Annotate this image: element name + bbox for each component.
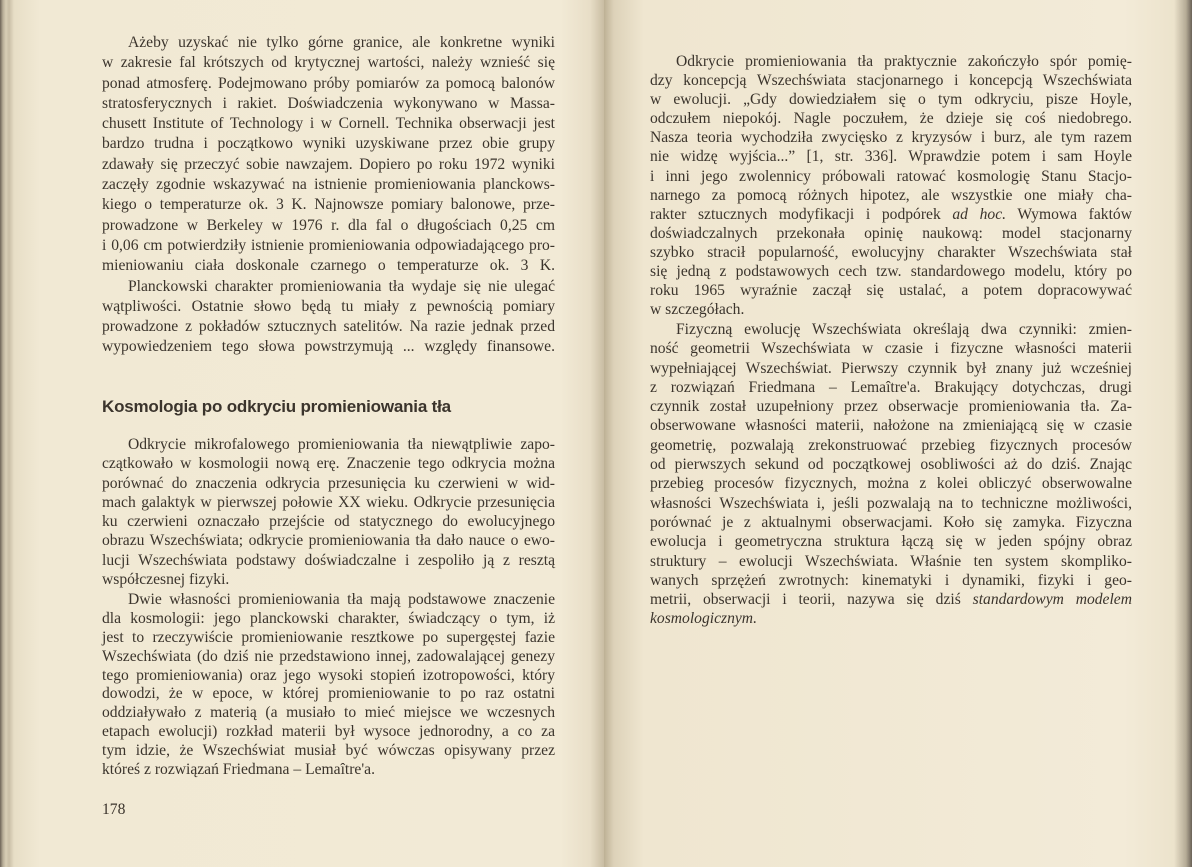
text-line: oddziaływało z materią (a musiało to mieć miejsce we wczesnych (102, 704, 555, 722)
text-line: w ewolucji. „Gdy dowiedziałem się o tym odkryciu, pisze Hoyle, (650, 91, 1132, 109)
text-line: mieniowaniu ciała doskonale czarnego o temperaturze ok. 3 K. (102, 257, 555, 275)
text-line: Nasza teoria wychodziła zwycięsko z kryzysów i burz, ale tym razem (650, 129, 1132, 147)
text-segment: metrii, obserwacji i teorii, nazywa się dziś (650, 591, 973, 609)
text-line: obrazu Wszechświata; odkrycie promieniowania tła dało nauce o ewo- (102, 532, 555, 550)
text-line: ku czerwieni oznaczało przejście od statycznego do ewolucyjnego (102, 513, 555, 531)
text-line: Wszechświata (do dziś nie przedstawiono innej, zadowalającej genezy (102, 647, 555, 665)
text-line: Fizyczną ewolucję Wszechświata określają dwa czynniki: zmien- (676, 321, 1132, 338)
text-line: własności Wszechświata i, jeśli pozwalają na to techniczne możliwości, (650, 494, 1132, 512)
text-line: dowodzi, że w epoce, w której promieniowanie to po raz ostatni (102, 685, 555, 703)
text-line: Odkrycie mikrofalowego promieniowania tła niewątpliwie zapo- (128, 436, 555, 453)
text-line: Planckowski charakter promieniowania tła wydaje się nie ulegać (128, 277, 555, 295)
text-line: szybko stracił popularność, ewolucyjny charakter Wszechświata stał (650, 243, 1132, 261)
text-line: nie widzę wyjścia...” [1, str. 336]. Wprawdzie potem i sam Hoyle (650, 148, 1132, 166)
text-line: jest to rzeczywiście promieniowanie resztkowe po supergęstej fazie (102, 628, 555, 646)
text-line: porównać je z aktualnymi obserwacjami. Koło się zamyka. Fizyczna (650, 513, 1132, 531)
right-page (604, 0, 1192, 867)
paragraph-block (102, 33, 555, 358)
text-line: Ażeby uzyskać nie tylko górne granice, ale konkretne wyniki (128, 34, 555, 51)
text-line: ność geometrii Wszechświata w czasie i fizyczne własności materii (650, 340, 1132, 358)
text-line: narnego za pomocą różnych hipotez, ale wszystkie one miały cha- (650, 186, 1132, 204)
text-line: stratosferycznych i rakiet. Doświadczenia wykonywano w Massa- (102, 94, 555, 112)
text-line: geometrię, pozwalają zrekonstruować przebieg fizycznych procesów (650, 436, 1132, 454)
page-number: 178 (102, 801, 126, 818)
paragraph-block (650, 52, 1132, 319)
text-line: tym idzie, że Wszechświat musiał być wówczas opisywany przez (102, 742, 555, 760)
text-line: czynnik został uzupełniony przez obserwacje promieniowania tła. Za- (650, 398, 1132, 416)
text-line: w szczegółach. (650, 301, 745, 319)
text-line: ewolucja i geometryczna struktura łączą się w jeden spójny obraz (650, 533, 1132, 551)
text-line: dzy koncepcją Wszechświata stacjonarnego i koncepcją Wszechświata (650, 72, 1132, 90)
text-line: obserwowane własności materii, nałożone na zmieniającą się w czasie (650, 417, 1132, 435)
text-line: współczesnej fizyki. (102, 571, 230, 589)
text-line: roku 1965 wyraźnie zaczął się ustalać, a potem dopracowywać (650, 282, 1132, 300)
text-line: bardzo trudna i początkowo wyniki uzyskiwane przez obie grupy (102, 135, 555, 153)
paragraph-block (102, 591, 555, 780)
paragraph-block (102, 435, 555, 589)
text-line: Dwie własności promieniowania tła mają podstawowe znaczenie (128, 591, 555, 608)
text-line: od pierwszych sekund od początkowej osobliwości aż do dziś. Znając (650, 456, 1132, 474)
text-line: porównać do znaczenia odkrycia przesunięcia ku czerwieni w wid- (102, 474, 555, 492)
text-line: chusett Institute of Technology i w Cornell. Technika obserwacji jest (102, 115, 555, 133)
text-line: dla kosmologii: jego planckowski charakter, świadczący o tym, iż (102, 609, 555, 627)
text-line (650, 590, 1132, 609)
text-line: z rozwiązań Friedmana – Lemaître'a. Brakujący dotychczas, drugi (650, 378, 1132, 396)
text-line: przebieg procesów fizycznych, można z kolei obliczyć obserwowalne (650, 475, 1132, 493)
italic-text: standardowym modelem (972, 591, 1132, 609)
text-line: zaczęły zgodnie wskazywać na istnienie promieniowania planckows- (102, 176, 555, 194)
text-line: i inni jego zwolennicy próbowali ratować kosmologię Stanu Stacjo- (650, 167, 1132, 185)
text-line: któreś z rozwiązań Friedmana – Lemaître'a. (102, 761, 375, 779)
text-line: zdawały się przeczyć sobie nawzajem. Dopiero po roku 1972 wyniki (102, 155, 555, 173)
text-line: prowadzone z pokładów sztucznych satelitów. Na razie jednak przed (102, 318, 555, 336)
text-line: w zakresie fal krótszych od krytycznej wartości, należy wznieść się (102, 54, 555, 72)
text-line: odczułem niepokój. Nagle poczułem, że dzieje się coś niedobrego. (650, 110, 1132, 128)
paragraph-block (650, 320, 1132, 629)
text-line: prowadzone w Berkeley w 1976 r. dla fal o długościach 0,25 cm (102, 216, 555, 234)
text-line: Odkrycie promieniowania tła praktycznie zakończyło spór pomię- (676, 53, 1132, 70)
text-line: wanych sprzężeń zwrotnych: kinematyki i dynamiki, fizyki i geo- (650, 571, 1132, 589)
text-line (650, 205, 1132, 224)
text-line: kiego o temperaturze ok. 3 K. Najnowsze pomiary balonowe, prze- (102, 196, 555, 214)
text-line: tego promieniowania) oraz jego wysoki stopień izotropowości, który (102, 666, 555, 684)
text-segment: Wymowa faktów (1006, 205, 1132, 223)
text-line: doświadczalnych przekonała opinię naukową: model stacjonarny (650, 224, 1132, 242)
text-line: mach galaktyk w pierwszej połowie XX wieku. Odkrycie przesunięcia (102, 493, 555, 511)
text-line: wypowiedzeniem tego słowa powstrzymują ... względy finansowe. (102, 338, 555, 356)
text-line: struktury – ewolucji Wszechświata. Właśnie ten system skompliko- (650, 552, 1132, 570)
text-line: wątpliwości. Ostatnie słowo będą tu miały z pewnością pomiary (102, 297, 555, 315)
italic-text: kosmologicznym. (650, 610, 757, 628)
text-line: lucji Wszechświata podstawy doświadczalne i zespoliło ją z resztą (102, 551, 555, 569)
text-line (650, 609, 1132, 628)
text-line: się jedną z podstawowych cech tzw. standardowego modelu, który po (650, 263, 1132, 281)
text-line: ponad atmosferę. Podejmowano próby pomiarów za pomocą balonów (102, 74, 555, 92)
text-line: etapach ewolucji) rozkład materii był wysoce jednorodny, a co za (102, 723, 555, 741)
text-segment: rakter sztucznych modyfikacji i podpórek (650, 205, 953, 223)
text-line: wypełniającej Wszechświat. Pierwszy czynnik był znany już wcześniej (650, 359, 1132, 377)
italic-text: ad hoc. (952, 205, 1007, 223)
text-line: czątkowało w kosmologii nową erę. Znaczenie tego odkrycia można (102, 455, 555, 473)
text-line: i 0,06 cm potwierdziły istnienie promieniowania odpowiadającego pro- (102, 236, 555, 254)
section-heading: Kosmologia po odkryciu promieniowania tła (102, 397, 451, 416)
